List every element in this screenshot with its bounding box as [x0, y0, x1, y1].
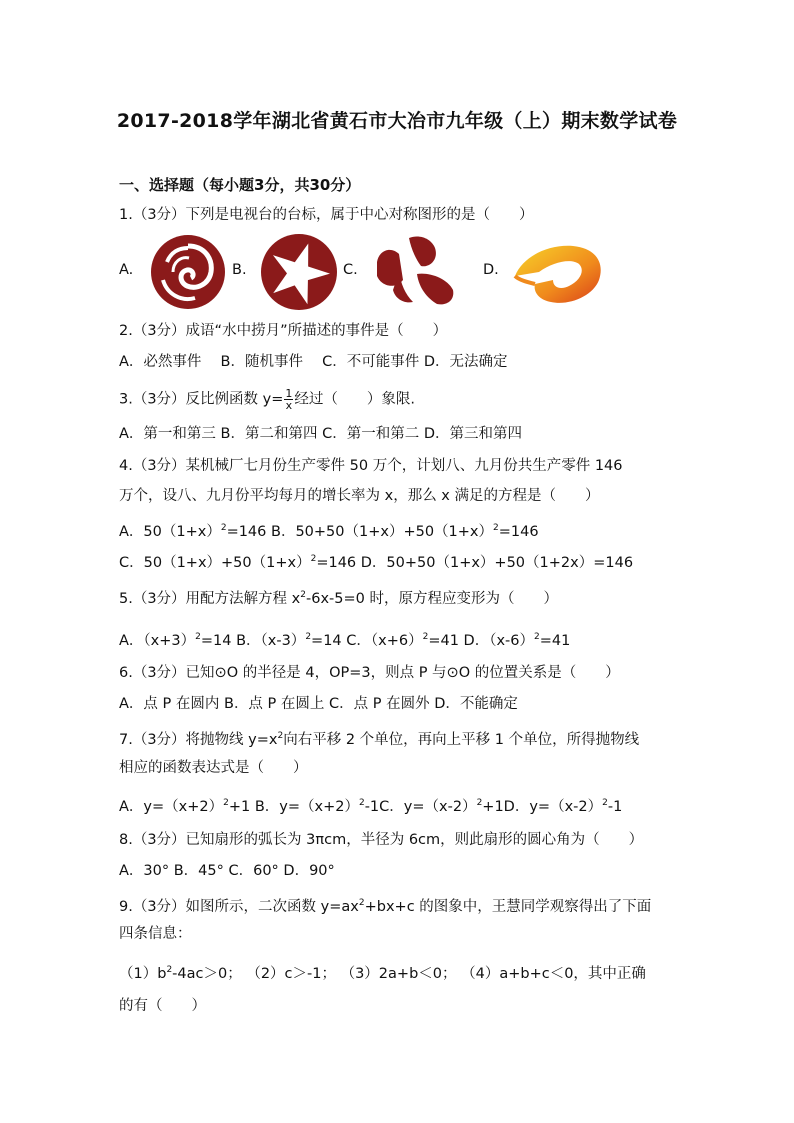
question-3-stem [119, 388, 415, 411]
question-6-options: A．点 P 在圆内 B．点 P 在圆上 C．点 P 在圆外 D．不能确定 [119, 696, 518, 712]
mango-ring-logo-icon [509, 232, 609, 312]
question-8-stem: 8.（3分）已知扇形的弧长为 3πcm，半径为 6cm，则此扇形的圆心角为（ ） [119, 832, 644, 848]
question-9-line-1: 9.（3分）如图所示，二次函数 $y=ax^2+bx+c$ 的图象中，王慧同学观察得出了下面 [119, 898, 652, 915]
question-9-line-4: 的有（ ） [119, 998, 206, 1014]
question-2-stem: 2.（3分）成语“水中捞月”所描述的事件是（ ） [119, 323, 448, 339]
question-9-line-2: 四条信息： [119, 926, 192, 942]
option-c-label: C. [343, 262, 358, 278]
question-7-options: A．$y=(x+2)^2+1$ B．$y=(x+2)^2-1C$．$y=(x-2)^2+1D$．$y=(x-2)^2-1$ [119, 798, 623, 815]
question-2-options: A．必然事件 B．随机事件 C．不可能事件 D．无法确定 [119, 354, 508, 370]
page-title: 2017-2018学年湖北省黄石市大冶市九年级（上）期末数学试卷 [116, 110, 678, 132]
question-3-stem-pre: 3.（3分）反比例函数 y= [119, 391, 284, 408]
question-4-line-1: 4.（3分）某机械厂七月份生产零件 50 万个，计划八、九月份共生产零件 146 [119, 458, 623, 474]
question-4-options-ab: A．$50(1+x)^2=146$ B．$50+50(1+x)+50(1+x)^2=146$ [119, 523, 539, 540]
swirl-logo-icon [149, 232, 227, 312]
question-7-line-1: 7.（3分）将抛物线 $y=x^2$向右平移 2 个单位，再向上平移 1 个单位，所得抛物线 [119, 731, 640, 748]
question-1-logos [119, 232, 619, 312]
question-7-line-2: 相应的函数表达式是（ ） [119, 760, 308, 776]
curved-shapes-logo-icon [369, 232, 459, 312]
fraction-one-over-x: $\frac{1}{x}$ [285, 387, 293, 412]
option-b-label: B. [232, 262, 247, 278]
question-1-stem: 1.（3分）下列是电视台的台标，属于中心对称图形的是（ ） [119, 207, 534, 223]
question-5-stem: 5.（3分）用配方法解方程 $x^2-6x-5=0$ 时，原方程应变形为（ ） [119, 590, 558, 607]
option-d-label: D. [483, 262, 499, 278]
question-3-options: A．第一和第三 B．第二和第四 C．第一和第二 D．第三和第四 [119, 426, 522, 442]
section-heading: 一、选择题（每小题3分，共30分） [119, 176, 361, 194]
question-4-options-cd: C．$50(1+x)+50(1+x)^2=146$ D．50+50（1+x）+50（1+2x）=146 [119, 554, 634, 571]
question-8-options: A．30° B．45° C．60° D．90° [119, 863, 335, 879]
question-9-line-3: $(1)b^2-4ac>0$； （2）c＞-1； （3）2a+b＜0； （4）a+b+c＜0，其中正确 [119, 965, 646, 982]
question-6-stem: 6.（3分）已知⊙O 的半径是 4，OP=3，则点 P 与⊙O 的位置关系是（ ） [119, 665, 620, 681]
option-a-label: A. [119, 262, 134, 278]
question-5-options: A．$(x+3)^2=14$ B．$(x-3)^2=14$ C．$(x+6)^2=41$ D．$(x-6)^2=41$ [119, 632, 571, 649]
question-3-stem-post: 经过（ ）象限. [294, 391, 416, 408]
star-logo-icon [259, 232, 339, 312]
question-4-line-2: 万个，设八、九月份平均每月的增长率为 x，那么 x 满足的方程是（ ） [119, 488, 600, 504]
